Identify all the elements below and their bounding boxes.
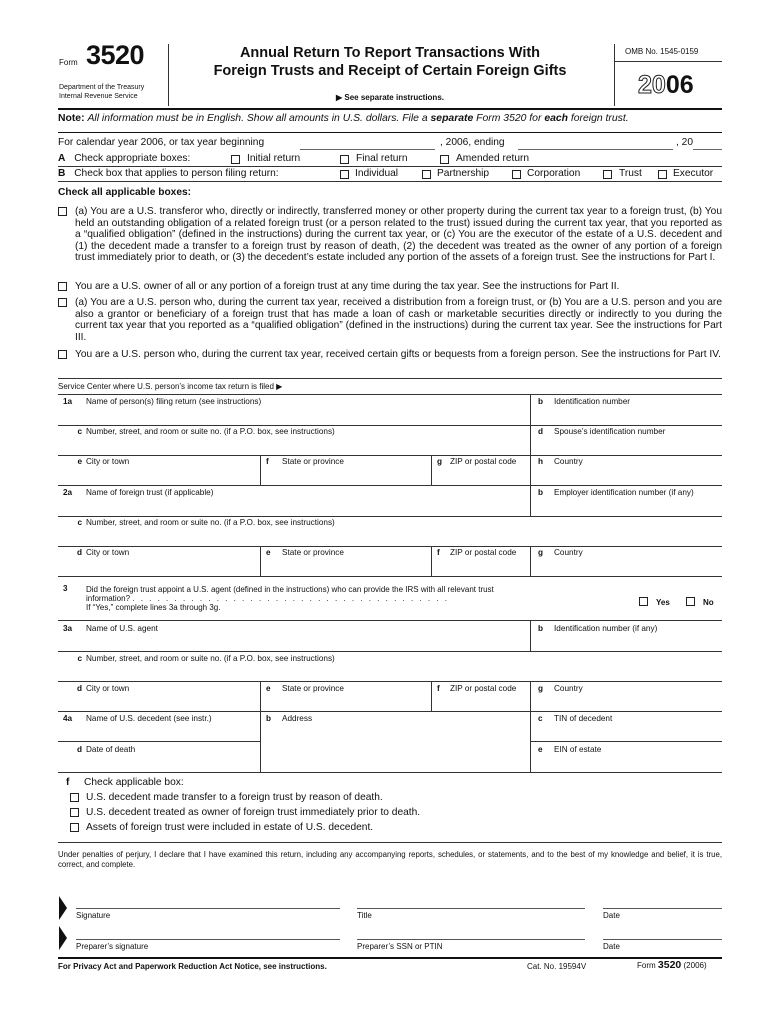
line-3c-label: Number, street, and room or suite no. (if a P.O. box, see instructions) <box>86 654 335 663</box>
calendar-twenty-label: , 20 <box>676 137 693 148</box>
tax-year-outline: 20 <box>638 71 666 99</box>
line-2b-label: Employer identification number (if any) <box>554 488 694 497</box>
line-1d-label: Spouse’s identification number <box>554 427 666 436</box>
dept-line1: Department of the Treasury <box>59 84 145 91</box>
line-4c-num: c <box>538 714 543 723</box>
tax-year-end-year-field[interactable] <box>693 149 722 150</box>
catalog-number: Cat. No. 19594V <box>527 962 587 971</box>
line-a-text: Check appropriate boxes: <box>74 153 191 164</box>
preparer-date-field[interactable] <box>603 939 722 940</box>
line-3-no-checkbox[interactable] <box>686 597 695 606</box>
line-3f <box>437 684 516 694</box>
form-title-line2: Foreign Trusts and Receipt of Certain Foreign Gifts <box>213 63 567 79</box>
line-2e <box>266 548 344 558</box>
line-4a-num: 4a <box>63 714 73 723</box>
row-rule-6 <box>58 576 722 577</box>
line-2g-num: g <box>538 548 544 557</box>
line-2a-label: Name of foreign trust (if applicable) <box>86 488 214 497</box>
line-1h-label: Country <box>554 457 583 466</box>
line-1b-label: Identification number <box>554 397 631 406</box>
perjury-statement: Under penalties of perjury, I declare that I have examined this return, including any accompanying reports, schedules, or statements, and to the best of my knowledge and belief, it is true, correct, and complete. <box>58 850 722 869</box>
line-1a-num: 1a <box>63 397 73 406</box>
decedent-owner-label: U.S. decedent treated as owner of foreign trust immediately prior to death. <box>86 807 421 818</box>
line-3b <box>538 624 657 634</box>
row-rule-5 <box>58 546 722 547</box>
line-3c <box>63 654 335 664</box>
dept-line2: Internal Revenue Service <box>59 93 138 100</box>
line-2b-num: b <box>538 488 544 497</box>
line-3f-num: f <box>437 684 440 693</box>
part4-text: You are a U.S. person who, during the current tax year, received certain gifts or bequests from a foreign person. See the instructions for Part IV. <box>75 349 721 360</box>
line-1d <box>538 427 665 437</box>
line-3-yes-checkbox[interactable] <box>639 597 648 606</box>
note-text1: All information must be in English. Show all amounts in U.S. dollars. File a <box>87 113 428 124</box>
note-separate: separate <box>430 113 474 124</box>
line-2d <box>63 548 129 558</box>
preparer-ptin-field[interactable] <box>357 939 585 940</box>
line-1f-num: f <box>266 457 269 466</box>
line-2d-num: d <box>76 548 82 557</box>
line-3g-num: g <box>538 684 544 693</box>
service-center-rule <box>58 394 722 395</box>
line-1f-label: State or province <box>282 457 344 466</box>
row-rule-9 <box>58 681 722 682</box>
col-divider-11 <box>530 681 531 772</box>
line-4e-num: e <box>538 745 543 754</box>
signature-field[interactable] <box>76 908 340 909</box>
date-field[interactable] <box>603 908 722 909</box>
line-3a-num: 3a <box>63 624 73 633</box>
line-2a-num: 2a <box>63 488 73 497</box>
line-4f-num: f <box>66 777 70 788</box>
row-rule-4 <box>58 516 722 517</box>
line-4c-label: TIN of decedent <box>554 714 613 723</box>
part2-checkbox[interactable] <box>58 282 67 291</box>
service-center-rule-top <box>58 378 722 379</box>
amended-return-checkbox[interactable] <box>440 155 449 164</box>
form-number: 3520 <box>86 40 145 70</box>
date-label: Date <box>603 911 620 920</box>
line-b-rule <box>58 181 722 182</box>
trust-label: Trust <box>619 168 642 179</box>
line-2f <box>437 548 516 558</box>
individual-label: Individual <box>355 168 399 179</box>
row-rule-1 <box>58 425 722 426</box>
row-rule-8 <box>58 651 722 652</box>
see-instructions: ▶ See separate instructions. <box>336 93 444 102</box>
line-4d-num: d <box>76 745 82 754</box>
line-4e <box>538 745 601 755</box>
row-rule-2 <box>58 455 722 456</box>
col-divider-7 <box>530 546 531 576</box>
line-2f-label: ZIP or postal code <box>450 548 517 557</box>
initial-return-label: Initial return <box>247 153 301 164</box>
line-4e-label: EIN of estate <box>554 745 602 754</box>
final-return-checkbox[interactable] <box>340 155 349 164</box>
final-return-label: Final return <box>356 153 408 164</box>
line-4a-label: Name of U.S. decedent (see instr.) <box>86 714 212 723</box>
decedent-transfer-checkbox[interactable] <box>70 793 79 802</box>
line-1b-num: b <box>538 397 544 406</box>
line-1c-num: c <box>77 427 82 436</box>
line-3d <box>63 684 129 694</box>
line-3e <box>266 684 344 694</box>
footer-form-id <box>637 960 707 971</box>
col-divider-2 <box>260 455 261 485</box>
title-field[interactable] <box>357 908 585 909</box>
line-1g-num: g <box>437 457 443 466</box>
line-3e-num: e <box>266 684 271 693</box>
footer-form-year: (2006) <box>683 961 707 970</box>
note-label: Note: <box>58 113 85 124</box>
part3-text: (a) You are a U.S. person who, during the current tax year, received a distribution from a foreign trust, or (b) You are a U.S. person and you are also a grantor or beneficiary of a foreign trust that has made a loan of cash or marketable securities directly or indirectly to you during the current tax year that you reported as a “qualified obligation” (defined in the instructions) during the current tax year. See the instructions for Part III. <box>75 297 722 343</box>
omb-rule <box>614 61 722 62</box>
line-3b-label: Identification number (if any) <box>554 624 658 633</box>
line-1e-label: City or town <box>86 457 130 466</box>
line-4d <box>63 745 135 755</box>
note-line <box>58 113 629 125</box>
line-3d-label: City or town <box>86 684 130 693</box>
line-a-letter: A <box>58 153 66 164</box>
footer-rule <box>58 957 722 959</box>
line-3b-num: b <box>538 624 544 633</box>
line-3f-label: ZIP or postal code <box>450 684 517 693</box>
form-title-line1: Annual Return To Report Transactions With <box>239 45 541 61</box>
calendar-ending-label: , 2006, ending <box>440 137 505 148</box>
tax-year <box>638 71 694 99</box>
line-b-text: Check box that applies to person filing return: <box>74 168 279 179</box>
executor-label: Executor <box>673 168 714 179</box>
line-4c <box>538 714 612 724</box>
line-3g-label: Country <box>554 684 583 693</box>
row-rule-12 <box>58 772 722 773</box>
line-a-rule <box>58 166 722 167</box>
line-1d-num: d <box>538 427 544 436</box>
line-3-q2-text: information? <box>86 594 131 603</box>
note-rule <box>58 132 722 133</box>
line-1g-label: ZIP or postal code <box>450 457 517 466</box>
line-b-letter: B <box>58 168 66 179</box>
line-2a <box>63 488 213 498</box>
line-2f-num: f <box>437 548 440 557</box>
amended-return-label: Amended return <box>456 153 530 164</box>
line-2c-num: c <box>77 518 82 527</box>
col-divider-6 <box>431 546 432 576</box>
col-divider-8 <box>530 620 531 651</box>
col-divider-3 <box>431 455 432 485</box>
omb-number: OMB No. 1545-0159 <box>625 47 699 56</box>
preparer-arrow-icon <box>59 926 67 950</box>
line-1h <box>538 457 583 467</box>
check-all-heading: Check all applicable boxes: <box>58 187 192 198</box>
preparer-date-label: Date <box>603 942 620 951</box>
line-b <box>58 168 279 180</box>
line-4b-num: b <box>266 714 272 723</box>
partnership-label: Partnership <box>437 168 490 179</box>
line-4b-label: Address <box>282 714 313 723</box>
col-divider-4 <box>530 485 531 516</box>
line-4d-label: Date of death <box>86 745 136 754</box>
line-3e-label: State or province <box>282 684 344 693</box>
line-3-q2 <box>86 594 494 603</box>
line-3a-label: Name of U.S. agent <box>86 624 158 633</box>
col-divider-10 <box>431 681 432 711</box>
privacy-notice: For Privacy Act and Paperwork Reduction Act Notice, see instructions. <box>58 962 327 971</box>
tax-year-end-field[interactable] <box>518 149 673 150</box>
part1-text: (a) You are a U.S. transferor who, directly or indirectly, transferred money or other property during the current tax year to a foreign trust, (b) You held an outstanding obligation of a related foreign trust (or a person related to the trust) issued during the current tax year, that you reported as a “qualified obligation” (defined in the instructions) during the current tax year, or (c) You are the executor of the estate of a U.S. decedent and (1) the decedent made a transfer to a foreign trust by reason of death, (2) the decedent was treated as the owner of any portion of a foreign trust immediately prior to death, or (3) the decedent’s estate included any portion of the assets of a foreign trust. See the instructions for Part I. <box>75 206 722 263</box>
col-divider-5 <box>260 546 261 576</box>
line-2c-label: Number, street, and room or suite no. (if a P.O. box, see instructions) <box>86 518 335 527</box>
line-1c-label: Number, street, and room or suite no. (if a P.O. box, see instructions) <box>86 427 335 436</box>
row-rule-10 <box>58 711 722 712</box>
service-center-label: Service Center where U.S. person’s income tax return is filed ▶ <box>58 382 283 391</box>
header-divider-left <box>168 44 169 106</box>
line-3-q1: Did the foreign trust appoint a U.S. agent (defined in the instructions) who can provide the IRS with all relevant trust <box>86 585 494 594</box>
part1-checkbox[interactable] <box>58 207 67 216</box>
note-text3: foreign trust. <box>570 113 629 124</box>
tax-year-bold: 06 <box>665 71 694 99</box>
line-2g <box>538 548 583 558</box>
partnership-checkbox[interactable] <box>422 170 431 179</box>
line-4f <box>66 777 184 789</box>
line-1a <box>63 397 261 407</box>
corporation-label: Corporation <box>527 168 581 179</box>
part2-text: You are a U.S. owner of all or any portion of a foreign trust at any time during the tax year. See the instructions for Part II. <box>75 281 620 292</box>
decedent-owner-checkbox[interactable] <box>70 808 79 817</box>
note-text2: Form 3520 for <box>476 113 542 124</box>
col-divider-1 <box>530 394 531 485</box>
line-1b <box>538 397 630 407</box>
executor-checkbox[interactable] <box>658 170 667 179</box>
line-4a <box>63 714 212 724</box>
line-1e-num: e <box>77 457 82 466</box>
sign-arrow-icon <box>59 896 67 920</box>
line-4b <box>266 714 312 724</box>
trust-checkbox[interactable] <box>603 170 612 179</box>
row-rule-7 <box>58 620 722 621</box>
part3-checkbox[interactable] <box>58 298 67 307</box>
line-4f-title: Check applicable box: <box>84 777 184 788</box>
line-4f-rule <box>58 842 722 843</box>
line-3-q3: If “Yes,” complete lines 3a through 3g. <box>86 603 221 612</box>
line-3-question <box>86 585 494 612</box>
line-1e <box>63 457 129 467</box>
form-title <box>170 44 610 80</box>
line-3a <box>63 624 158 634</box>
col-divider-9 <box>260 681 261 772</box>
corporation-checkbox[interactable] <box>512 170 521 179</box>
decedent-transfer-label: U.S. decedent made transfer to a foreign trust by reason of death. <box>86 792 383 803</box>
line-2b <box>538 488 694 498</box>
footer-form-word: Form <box>637 961 656 970</box>
calendar-year-label: For calendar year 2006, or tax year beginning <box>58 137 265 148</box>
preparer-signature-field[interactable] <box>76 939 340 940</box>
line-3d-num: d <box>76 684 82 693</box>
line-2c <box>63 518 335 528</box>
line-3-no-label: No <box>703 598 714 607</box>
assets-included-checkbox[interactable] <box>70 823 79 832</box>
initial-return-checkbox[interactable] <box>231 155 240 164</box>
line-1g <box>437 457 516 467</box>
line-3-dots: . . . . . . . . . . . . . . . . . . . . . . . . . . . . . . . . . . . . . . <box>132 594 449 603</box>
line-3-yes-label: Yes <box>656 598 670 607</box>
assets-included-label: Assets of foreign trust were included in estate of U.S. decedent. <box>86 822 374 833</box>
footer-form-number: 3520 <box>657 959 682 971</box>
title-label: Title <box>357 911 372 920</box>
line-1h-num: h <box>538 457 544 466</box>
part4-checkbox[interactable] <box>58 350 67 359</box>
row-rule-11a <box>58 741 260 742</box>
tax-year-begin-field[interactable] <box>300 149 435 150</box>
preparer-signature-label: Preparer’s signature <box>76 942 149 951</box>
line-2e-label: State or province <box>282 548 344 557</box>
form-word: Form <box>59 58 78 67</box>
row-rule-11b <box>530 741 722 742</box>
note-each: each <box>544 113 568 124</box>
header-rule <box>58 108 722 110</box>
line-3c-num: c <box>77 654 82 663</box>
line-3g <box>538 684 583 694</box>
individual-checkbox[interactable] <box>340 170 349 179</box>
line-2e-num: e <box>266 548 271 557</box>
line-2d-label: City or town <box>86 548 130 557</box>
header-divider-right <box>614 44 615 106</box>
line-1a-label: Name of person(s) filing return (see instructions) <box>86 397 262 406</box>
signature-label: Signature <box>76 911 111 920</box>
line-1f <box>266 457 344 467</box>
row-rule-3 <box>58 485 722 486</box>
line-a <box>58 153 190 165</box>
line-3-num: 3 <box>63 584 68 593</box>
line-2g-label: Country <box>554 548 583 557</box>
preparer-ptin-label: Preparer’s SSN or PTIN <box>357 942 443 951</box>
line-1c <box>63 427 335 437</box>
